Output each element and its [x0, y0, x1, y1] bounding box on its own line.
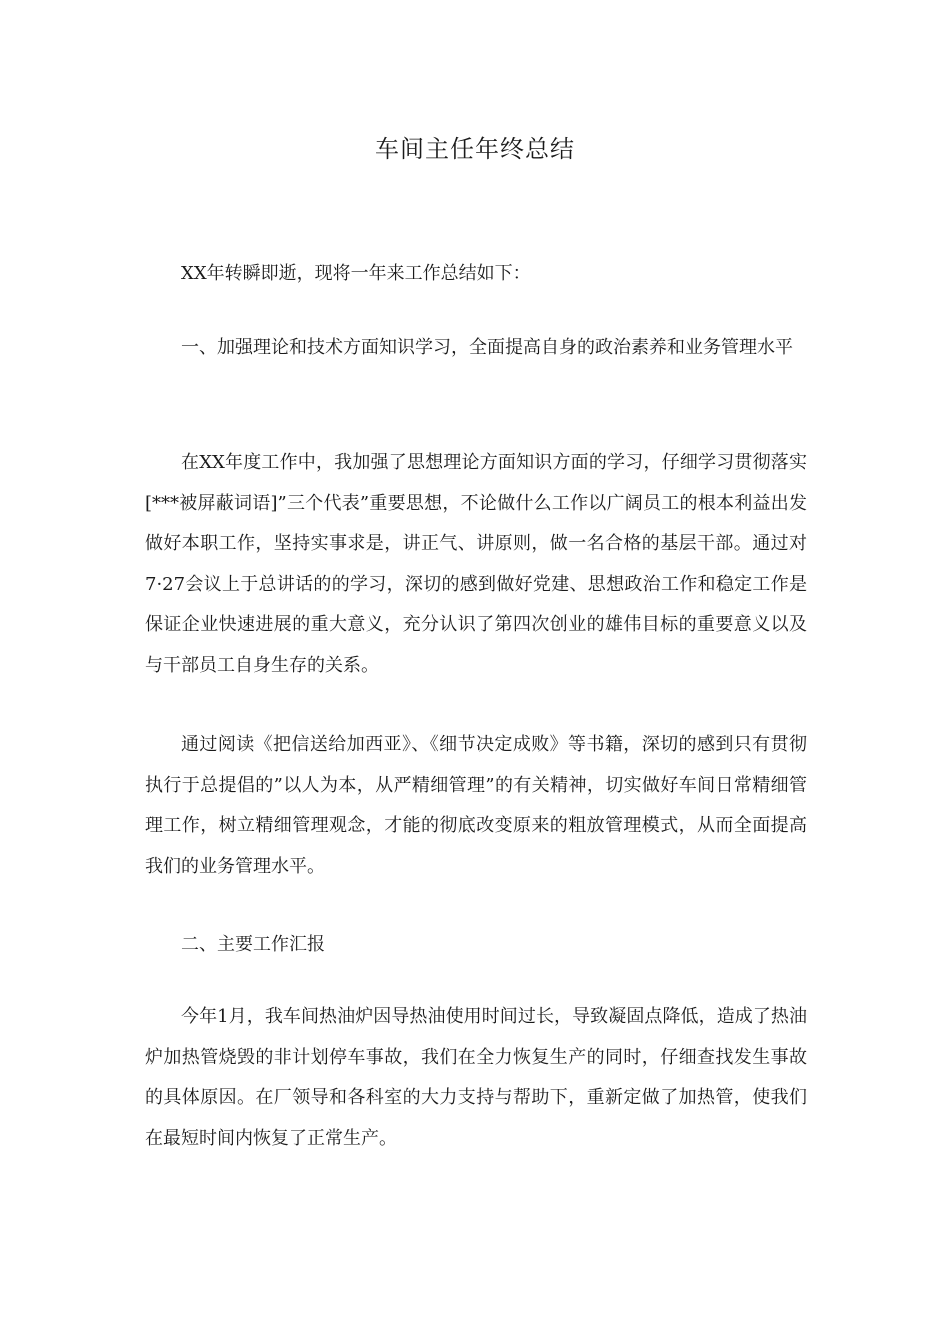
paragraph-theory-study: 在XX年度工作中，我加强了思想理论方面知识方面的学习，仔细学习贯彻落实[***被屏蔽词语]”三个代表”重要思想，不论做什么工作以广阔员工的根本利益出发做好本职工作，坚持实事求是，讲正气、讲原则，做一名合格的基层干部。通过对7·27会议上于总讲话的的学习，深切的感到做好党建、思想政治工作和稳定工作是保证企业快速进展的重大意义，充分认识了第四次创业的雄伟目标的重要意义以及与干部员工自身生存的关系。 [145, 452, 807, 676]
section-heading-1: 一、加强理论和技术方面知识学习，全面提高自身的政治素养和业务管理水平 [181, 337, 793, 358]
paragraph-work-report: 今年1月，我车间热油炉因导热油使用时间过长，导致凝固点降低，造成了热油炉加热管烧毁的非计划停车事故，我们在全力恢复生产的同时，仔细查找发生事故的具体原因。在厂领导和各科室的大力支持与帮助下，重新定做了加热管，使我们在最短时间内恢复了正常生产。 [145, 1006, 807, 1149]
paragraph-intro: XX年转瞬即逝，现将一年来工作总结如下： [181, 263, 531, 284]
section-heading-2: 二、主要工作汇报 [181, 934, 325, 955]
paragraph-reading: 通过阅读《把信送给加西亚》、《细节决定成败》等书籍，深切的感到只有贯彻执行于总提倡的”以人为本，从严精细管理”的有关精神，切实做好车间日常精细管理工作，树立精细管理观念，才能的彻底改变原来的粗放管理模式，从而全面提高我们的业务管理水平。 [145, 734, 807, 877]
document-title: 车间主任年终总结 [375, 135, 575, 163]
